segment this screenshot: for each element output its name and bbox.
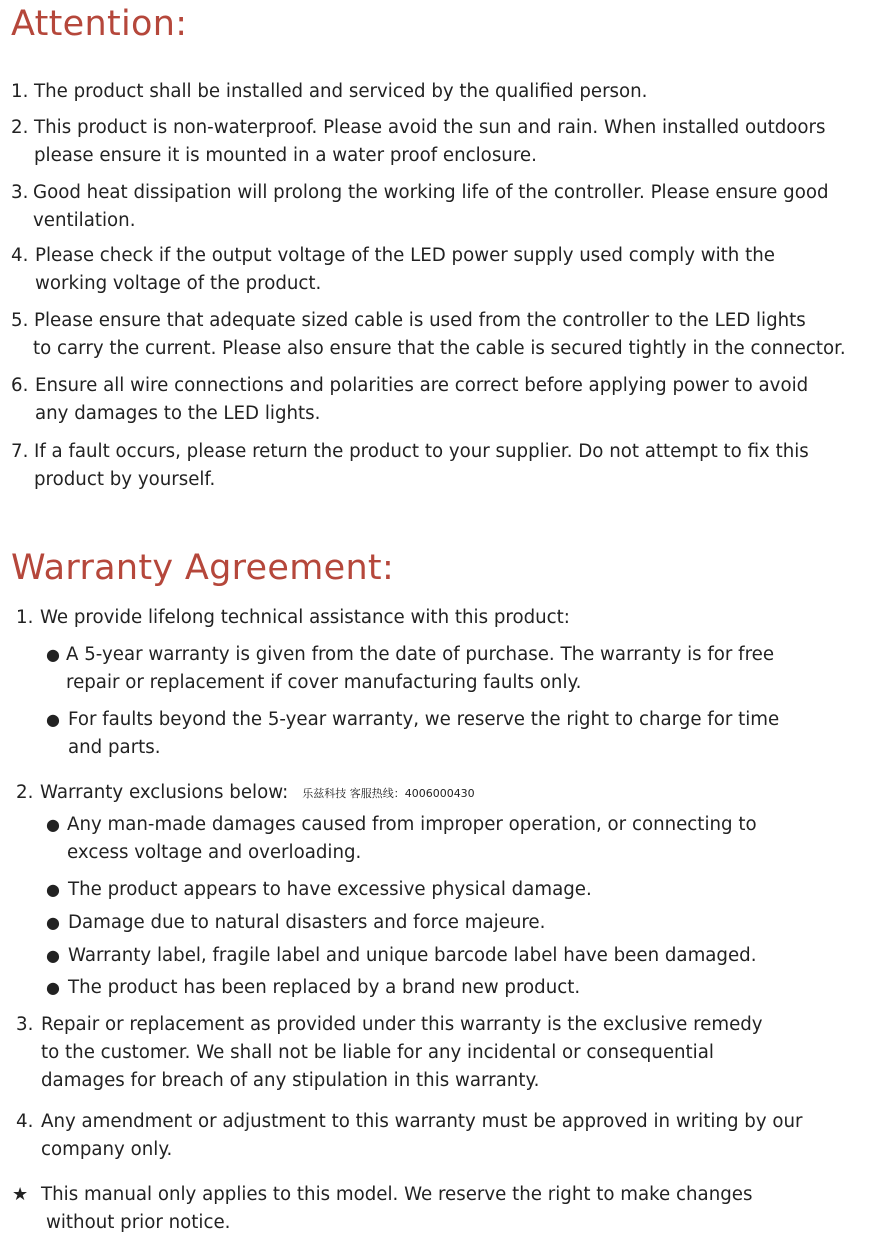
warranty-bullet-2-1: [46, 811, 871, 867]
item-line: The product shall be installed and serviced by the qualified person.: [34, 81, 648, 102]
item-number: 3.: [11, 182, 29, 203]
warranty-bullet-2-5: [46, 974, 871, 1002]
attention-item-3: [11, 179, 871, 235]
manual-note: [12, 1181, 871, 1237]
warranty-bullet-2-2: [46, 876, 871, 904]
item-line: Good heat dissipation will prolong the working life of the controller. Please ensure good: [33, 182, 829, 203]
item-line: company only.: [41, 1139, 173, 1160]
bullet-icon: ●: [46, 946, 60, 965]
item-line: We provide lifelong technical assistance with this product:: [40, 607, 570, 628]
item-line: ventilation.: [33, 210, 136, 231]
warranty-heading: Warranty Agreement:: [11, 548, 395, 588]
attention-item-5: [11, 307, 871, 363]
item-number: 1.: [16, 607, 34, 628]
item-line: Please check if the output voltage of the LED power supply used comply with the: [35, 245, 775, 266]
item-line: to the customer. We shall not be liable for any incidental or consequential: [41, 1042, 714, 1063]
bullet-icon: ●: [46, 880, 60, 899]
warranty-item-4: [16, 1108, 871, 1164]
warranty-bullet-2-3: [46, 909, 871, 937]
bullet-icon: ●: [46, 710, 60, 729]
item-line: Warranty exclusions below:: [40, 782, 289, 803]
bullet-line: Warranty label, fragile label and unique barcode label have been damaged.: [68, 945, 757, 966]
warranty-bullet-2-4: [46, 942, 871, 970]
item-line: Any amendment or adjustment to this warranty must be approved in writing by our: [41, 1111, 803, 1132]
attention-heading: Attention:: [11, 4, 188, 44]
bullet-line: repair or replacement if cover manufacturing faults only.: [66, 672, 582, 693]
attention-item-6: [11, 372, 871, 428]
bullet-line: The product appears to have excessive physical damage.: [68, 879, 592, 900]
item-line: please ensure it is mounted in a water proof enclosure.: [34, 145, 537, 166]
item-number: 1.: [11, 81, 29, 102]
bullet-icon: ●: [46, 645, 60, 664]
note-line: This manual only applies to this model. We reserve the right to make changes: [41, 1184, 753, 1205]
attention-item-1: [11, 78, 871, 106]
item-number: 3.: [16, 1014, 34, 1035]
item-number: 4.: [16, 1111, 34, 1132]
bullet-icon: ●: [46, 913, 60, 932]
item-line: damages for breach of any stipulation in this warranty.: [41, 1070, 540, 1091]
attention-item-2: [11, 114, 871, 170]
item-number: 4.: [11, 245, 29, 266]
bullet-line: Damage due to natural disasters and force majeure.: [68, 912, 546, 933]
star-icon: ★: [12, 1184, 29, 1205]
warranty-bullet-1-1: [46, 641, 871, 697]
item-number: 5.: [11, 310, 29, 331]
warranty-item-3: [16, 1011, 871, 1095]
item-number: 2.: [16, 782, 34, 803]
item-line: Repair or replacement as provided under this warranty is the exclusive remedy: [41, 1014, 763, 1035]
attention-item-7: [11, 438, 871, 494]
bullet-line: For faults beyond the 5-year warranty, we reserve the right to charge for time: [68, 709, 780, 730]
item-line: to carry the current. Please also ensure that the cable is secured tightly in the connector.: [33, 338, 846, 359]
bullet-line: and parts.: [68, 737, 161, 758]
item-line: Please ensure that adequate sized cable is used from the controller to the LED lights: [34, 310, 806, 331]
bullet-icon: ●: [46, 978, 60, 997]
item-line: working voltage of the product.: [35, 273, 322, 294]
item-number: 2.: [11, 117, 29, 138]
warranty-bullet-1-2: [46, 706, 871, 762]
item-line: any damages to the LED lights.: [35, 403, 321, 424]
attention-item-4: [11, 242, 871, 298]
item-line: If a fault occurs, please return the product to your supplier. Do not attempt to fix this: [34, 441, 809, 462]
warranty-item-2: [16, 779, 871, 808]
note-line: without prior notice.: [46, 1212, 231, 1233]
item-number: 6.: [11, 375, 29, 396]
warranty-item-1: [16, 604, 871, 632]
bullet-line: excess voltage and overloading.: [67, 842, 362, 863]
bullet-line: The product has been replaced by a brand new product.: [68, 977, 581, 998]
bullet-line: Any man-made damages caused from improper operation, or connecting to: [67, 814, 757, 835]
item-line: Ensure all wire connections and polarities are correct before applying power to avoid: [35, 375, 809, 396]
item-number: 7.: [11, 441, 29, 462]
bullet-icon: ●: [46, 815, 60, 834]
hotline-note: 乐兹科技 客服热线：4006000430: [302, 787, 475, 800]
item-line: This product is non-waterproof. Please avoid the sun and rain. When installed outdoors: [34, 117, 826, 138]
item-line: product by yourself.: [34, 469, 216, 490]
bullet-line: A 5-year warranty is given from the date of purchase. The warranty is for free: [66, 644, 775, 665]
